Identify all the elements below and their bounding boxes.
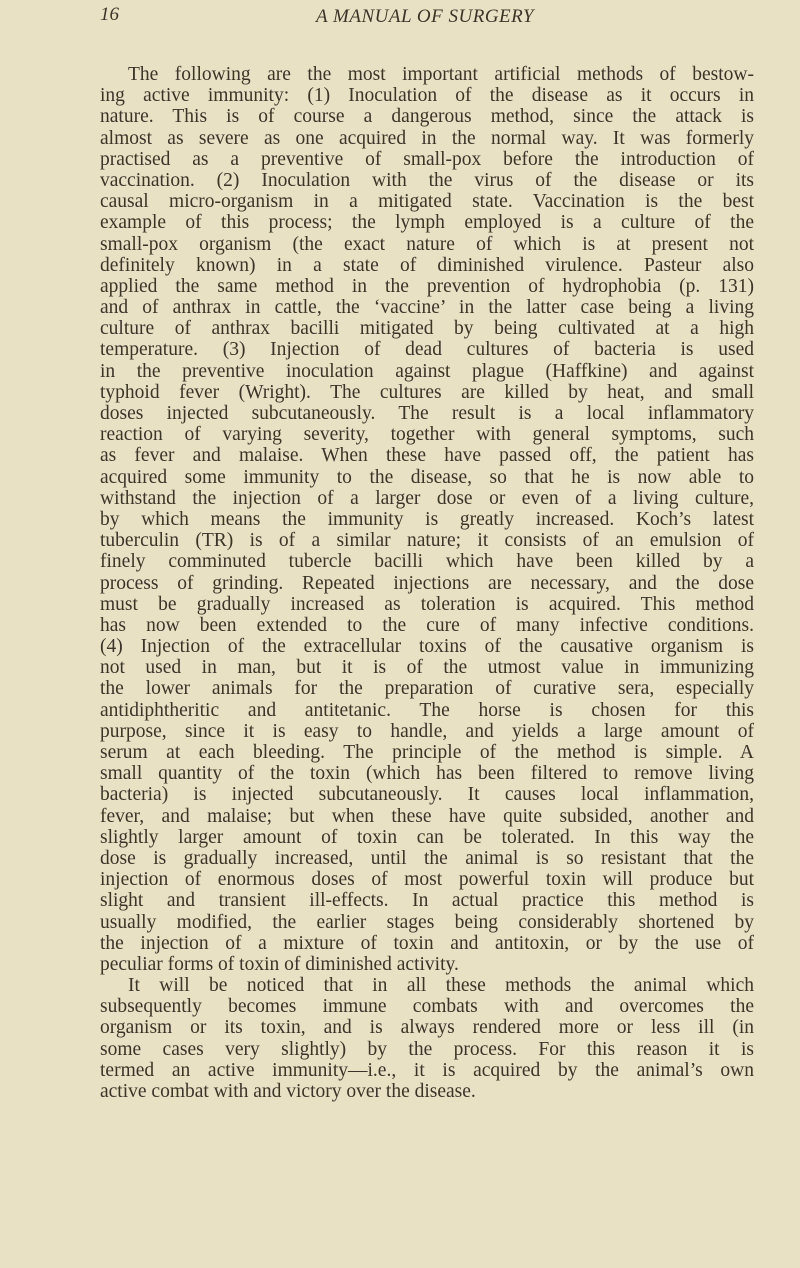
page-header — [100, 4, 750, 28]
text-line: tuberculin (TR) is of a similar nature; it consists of an emulsion of — [100, 530, 754, 552]
text-line: example of this process; the lymph employed is a culture of the — [100, 212, 754, 234]
page-number: 16 — [100, 4, 119, 25]
text-line: practised as a preventive of small-pox before the introduction of — [100, 148, 754, 170]
text-line: the lower animals for the preparation of curative sera, especially — [100, 678, 754, 700]
text-line: organism or its toxin, and is always rendered more or less ill (in — [100, 1017, 754, 1039]
text-line: typhoid fever (Wright). The cultures are killed by heat, and small — [100, 381, 754, 403]
text-line: ing active immunity: (1) Inoculation of the disease as it occurs in — [100, 85, 754, 107]
text-line: bacteria) is injected subcutaneously. It causes local inflammation, — [100, 784, 754, 806]
text-line: slightly larger amount of toxin can be tolerated. In this way the — [100, 826, 754, 848]
text-line: antidiphtheritic and antitetanic. The horse is chosen for this — [100, 699, 754, 721]
text-line: in the preventive inoculation against plague (Haffkine) and against — [100, 360, 754, 382]
text-line: nature. This is of course a dangerous method, since the attack is — [100, 106, 754, 128]
text-line: finely comminuted tubercle bacilli which have been killed by a — [100, 551, 754, 573]
text-line: acquired some immunity to the disease, so that he is now able to — [100, 466, 754, 488]
text-line: and of anthrax in cattle, the ‘vaccine’ in the latter case being a living — [100, 297, 754, 319]
body-text — [100, 64, 754, 1102]
text-line: purpose, since it is easy to handle, and yields a large amount of — [100, 720, 754, 742]
running-title: A MANUAL OF SURGERY — [316, 6, 534, 27]
text-line: the injection of a mixture of toxin and antitoxin, or by the use of — [100, 932, 754, 954]
text-line: culture of anthrax bacilli mitigated by being cultivated at a high — [100, 318, 754, 340]
text-line: doses injected subcutaneously. The result is a local inflammatory — [100, 403, 754, 424]
text-line: vaccination. (2) Inoculation with the virus of the disease or its — [100, 169, 754, 191]
text-line: by which means the immunity is greatly increased. Koch’s latest — [100, 508, 754, 530]
text-line: has now been extended to the cure of many infective conditions. — [100, 614, 754, 636]
text-line: applied the same method in the prevention of hydrophobia (p. 131) — [100, 275, 754, 297]
text-line: dose is gradually increased, until the animal is so resistant that the — [100, 847, 754, 869]
text-line: as fever and malaise. When these have passed off, the patient has — [100, 445, 754, 467]
text-line: temperature. (3) Injection of dead cultures of bacteria is used — [100, 339, 754, 361]
text-line: definitely known) in a state of diminished virulence. Pasteur also — [100, 254, 754, 276]
text-line: active combat with and victory over the disease. — [100, 1081, 476, 1102]
text-line: causal micro-organism in a mitigated state. Vaccination is the best — [100, 191, 754, 213]
text-line: termed an active immunity—i.e., it is acquired by the animal’s own — [100, 1059, 754, 1081]
text-line: small quantity of the toxin (which has been filtered to remove living — [100, 763, 754, 785]
text-line: withstand the injection of a larger dose or even of a living culture, — [100, 487, 754, 509]
text-line: slight and transient ill-effects. In actual practice this method is — [100, 890, 754, 912]
text-line: reaction of varying severity, together with general symptoms, such — [100, 424, 754, 446]
text-line: It will be noticed that in all these methods the animal which — [128, 975, 754, 997]
text-line: small-pox organism (the exact nature of which is at present not — [100, 233, 754, 255]
text-line: The following are the most important artificial methods of bestow- — [128, 64, 754, 85]
text-line: fever, and malaise; but when these have quite subsided, another and — [100, 805, 754, 827]
text-line: almost as severe as one acquired in the normal way. It was formerly — [100, 127, 754, 149]
text-line: peculiar forms of toxin of diminished activity. — [100, 953, 459, 975]
text-line: some cases very slightly) by the process. For this reason it is — [100, 1038, 754, 1060]
text-line: not used in man, but it is of the utmost value in immunizing — [100, 657, 754, 679]
text-line: process of grinding. Repeated injections are necessary, and the dose — [100, 572, 754, 594]
text-line: subsequently becomes immune combats with and overcomes the — [100, 996, 754, 1018]
text-line: serum at each bleeding. The principle of the method is simple. A — [100, 742, 754, 763]
text-line: must be gradually increased as toleration is acquired. This method — [100, 593, 754, 615]
text-line: (4) Injection of the extracellular toxins of the causative organism is — [100, 636, 754, 658]
text-line: usually modified, the earlier stages being considerably shortened by — [100, 911, 754, 933]
text-line: injection of enormous doses of most powerful toxin will produce but — [100, 869, 754, 891]
